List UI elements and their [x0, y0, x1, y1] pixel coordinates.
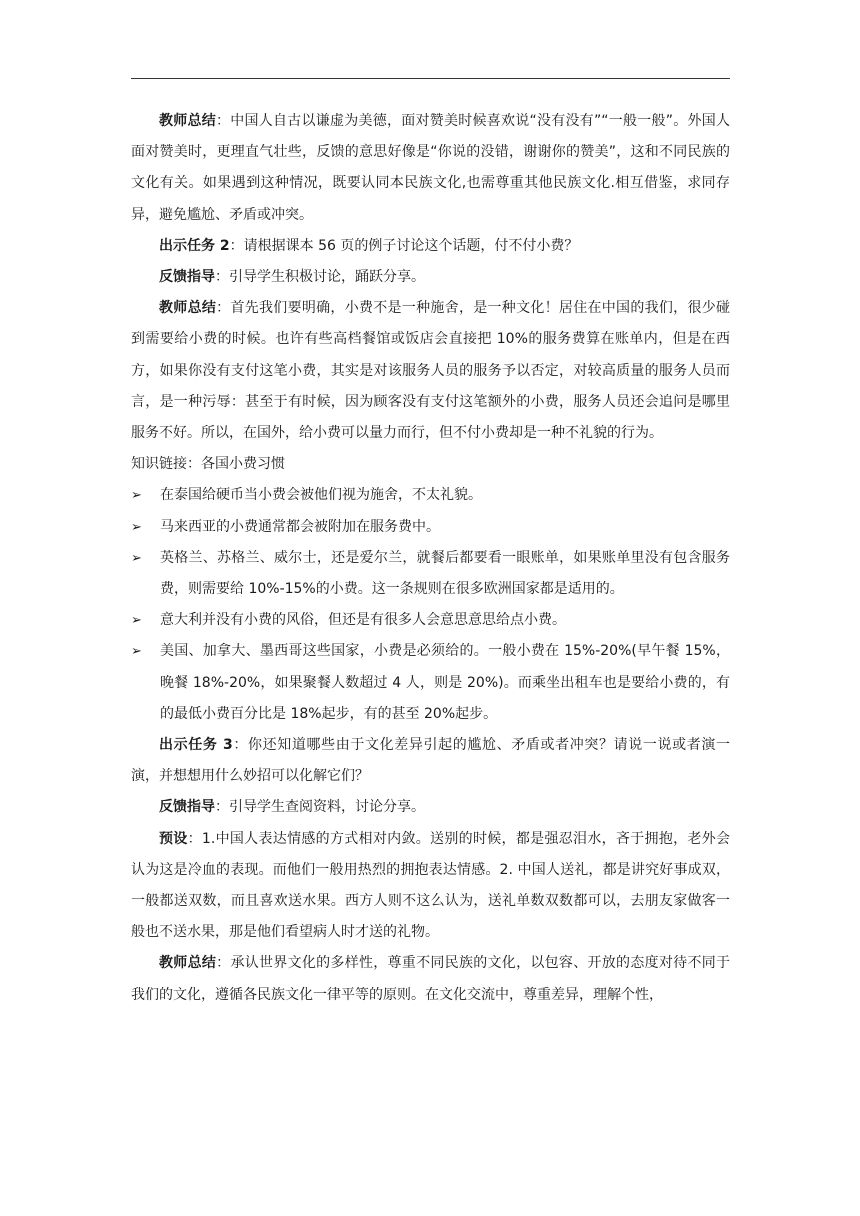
paragraph-label: 反馈指导	[159, 269, 215, 286]
paragraph-feedback-1: 反馈指导：引导学生积极讨论，踊跃分享。	[159, 269, 425, 286]
paragraph-text: 中国人自古以谦虚为美德，面对赞美时候喜欢说“没有没有”“一般一般”。外国人面对赞美时，更理直气壮些，反馈的意思好像是“你说的没错，谢谢你的赞美”，这和不同民族的文化有关。如果遇到这种情况，既要认同本民族文化,也需尊重其他民族文化.相互借鉴，求同存异，避免尴尬、矛盾或冲突。	[131, 113, 730, 223]
paragraph-label: 反馈指导	[159, 799, 215, 816]
arrow-bullet-icon: ➢	[131, 488, 142, 504]
list-item: ➢ 在泰国给硬币当小费会被他们视为施舍，不太礼貌。	[131, 480, 730, 511]
paragraph-text: 引导学生积极讨论，踊跃分享。	[229, 269, 425, 286]
paragraph-label: 预设	[159, 830, 188, 847]
paragraph-label: 出示任务 2	[159, 237, 230, 254]
arrow-bullet-icon: ➢	[131, 644, 142, 660]
paragraph-text: 首先我们要明确，小费不是一种施舍，是一种文化！居住在中国的我们，很少碰到需要给小费的时候。也许有些高档餐馆或饭店会直接把 10%的服务费算在账单内，但是在西方，如果你没有支付这笔小费，其实是对该服务人员的服务予以否定，对较高质量的服务人员而言，是一种污辱：甚至于有时候，因为顾客没有支付这笔额外的小费，服务人员还会追问是哪里服务不好。所以，在国外，给小费可以量力而行，但不付小费却是一种不礼貌的行为。	[131, 300, 731, 442]
paragraph-label: 教师总结	[159, 300, 217, 317]
paragraph-preset: 预设：1.中国人表达情感的方式相对内敛。送别的时候，都是强忍泪水，吝于拥抱，老外会认为这是冷血的表现。而他们一般用热烈的拥抱表达情感。2. 中国人送礼，都是讲究好事成双，一般都送双数，而且喜欢送水果。西方人则不这么认为，送礼单数双数都可以，去朋友家做客一般也不送水果，那是他们看望病人时才送的礼物。	[131, 830, 731, 941]
paragraph-text: 你还知道哪些由于文化差异引起的尴尬、矛盾或者冲突？请说一说或者演一演，并想想用什么妙招可以化解它们？	[131, 737, 730, 785]
document-body	[131, 106, 730, 1011]
paragraph-text: 请根据课本 56 页的例子讨论这个话题，付不付小费？	[243, 237, 579, 254]
paragraph-text: 承认世界文化的多样性，尊重不同民族的文化，以包容、开放的态度对待不同于我们的文化，遵循各民族文化一律平等的原则。在文化交流中，尊重差异，理解个性，	[131, 955, 731, 1003]
paragraph-label: 教师总结	[159, 113, 216, 129]
tipping-customs-list	[131, 480, 730, 730]
paragraph-teacher-summary-1: 教师总结：中国人自古以谦虚为美德，面对赞美时候喜欢说“没有没有”“一般一般”。外国人面对赞美时，更理直气壮些，反馈的意思好像是“你说的没错，谢谢你的赞美”，这和不同民族的文化有关。如果遇到这种情况，既要认同本民族文化,也需尊重其他民族文化.相互借鉴，求同存异，避免尴尬、矛盾或冲突。	[131, 113, 730, 223]
list-item: ➢ 美国、加拿大、墨西哥这些国家，小费是必须给的。一般小费在 15%-20%(早午餐 15%，晚餐 18%-20%，如果聚餐人数超过 4 人，则是 20%)。而乘坐出租车也是要给小费的，有的最低小费百分比是 18%起步，有的甚至 20%起步。	[131, 636, 730, 730]
header-rule	[131, 78, 730, 79]
list-item: ➢ 马来西亚的小费通常都会被附加在服务费中。	[131, 512, 730, 543]
paragraph-teacher-summary-2: 教师总结：首先我们要明确，小费不是一种施舍，是一种文化！居住在中国的我们，很少碰到需要给小费的时候。也许有些高档餐馆或饭店会直接把 10%的服务费算在账单内，但是在西方，如果你没有支付这笔小费，其实是对该服务人员的服务予以否定，对较高质量的服务人员而言，是一种污辱：甚至于有时候，因为顾客没有支付这笔额外的小费，服务人员还会追问是哪里服务不好。所以，在国外，给小费可以量力而行，但不付小费却是一种不礼貌的行为。	[131, 300, 731, 442]
arrow-bullet-icon: ➢	[131, 519, 142, 535]
list-item: ➢ 意大利并没有小费的风俗，但还是有很多人会意思意思给点小费。	[131, 605, 730, 636]
paragraph-text: 引导学生查阅资料，讨论分享。	[229, 799, 425, 816]
paragraph-teacher-summary-3: 教师总结：承认世界文化的多样性，尊重不同民族的文化，以包容、开放的态度对待不同于我们的文化，遵循各民族文化一律平等的原则。在文化交流中，尊重差异，理解个性，	[131, 955, 731, 1003]
paragraph-task-2: 出示任务 2：请根据课本 56 页的例子讨论这个话题，付不付小费？	[159, 237, 579, 254]
arrow-bullet-icon: ➢	[131, 550, 142, 566]
knowledge-link-heading: 知识链接：各国小费习惯	[131, 456, 285, 473]
paragraph-label: 教师总结	[159, 955, 217, 972]
arrow-bullet-icon: ➢	[131, 613, 142, 629]
paragraph-feedback-2: 反馈指导：引导学生查阅资料，讨论分享。	[159, 799, 425, 816]
paragraph-task-3: 出示任务 3：你还知道哪些由于文化差异引起的尴尬、矛盾或者冲突？请说一说或者演一演，并想想用什么妙招可以化解它们？	[131, 737, 730, 785]
list-item: ➢ 英格兰、苏格兰、威尔士，还是爱尔兰，就餐后都要看一眼账单，如果账单里没有包含服务费，则需要给 10%-15%的小费。这一条规则在很多欧洲国家都是适用的。	[131, 543, 730, 605]
paragraph-label: 出示任务 3	[159, 737, 233, 754]
paragraph-text: 1.中国人表达情感的方式相对内敛。送别的时候，都是强忍泪水，吝于拥抱，老外会认为这是冷血的表现。而他们一般用热烈的拥抱表达情感。2. 中国人送礼，都是讲究好事成双，一般都送双数，而且喜欢送水果。西方人则不这么认为，送礼单数双数都可以，去朋友家做客一般也不送水果，那是他们看望病人时才送的礼物。	[131, 830, 731, 941]
